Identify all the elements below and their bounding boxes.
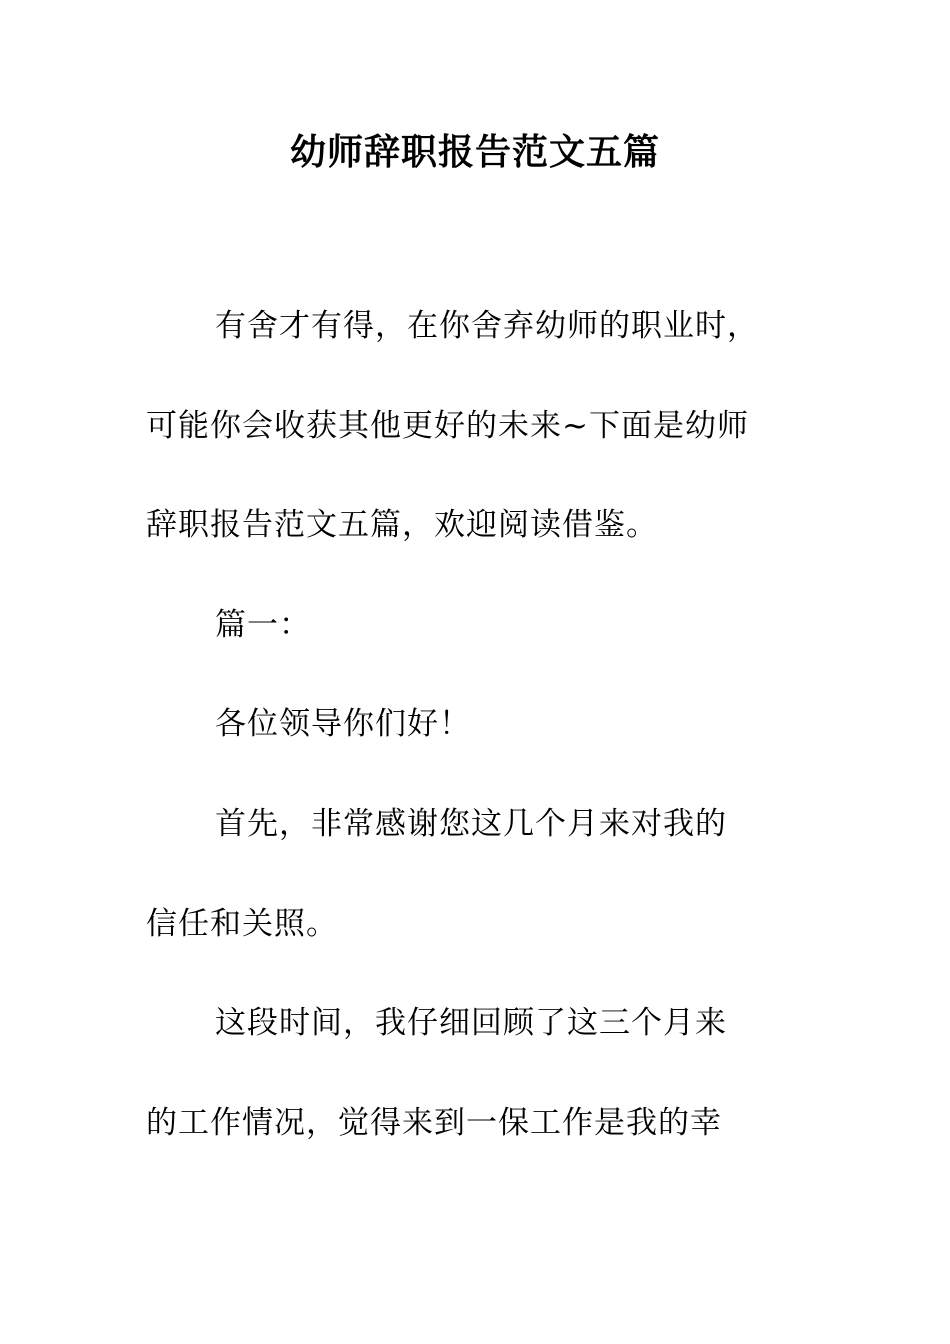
paragraph-line: 这段时间，我仔细回顾了这三个月来 (215, 1005, 727, 1042)
paragraph-line: 的工作情况，觉得来到一保工作是我的幸 (146, 1104, 722, 1141)
paragraph-line: 可能你会收获其他更好的未来~下面是幼师 (146, 407, 749, 444)
paragraph-line: 信任和关照。 (146, 905, 338, 942)
paragraph-line: 辞职报告范文五篇，欢迎阅读借鉴。 (146, 507, 658, 544)
section-heading: 篇一： (215, 606, 311, 643)
document-title: 幼师辞职报告范文五篇 (289, 131, 660, 173)
document-body (146, 298, 796, 1194)
salutation: 各位领导你们好！ (215, 706, 471, 743)
paragraph-line: 首先，非常感谢您这几个月来对我的 (215, 805, 727, 842)
paragraph-line: 有舍才有得，在你舍弃幼师的职业时， (215, 308, 759, 344)
